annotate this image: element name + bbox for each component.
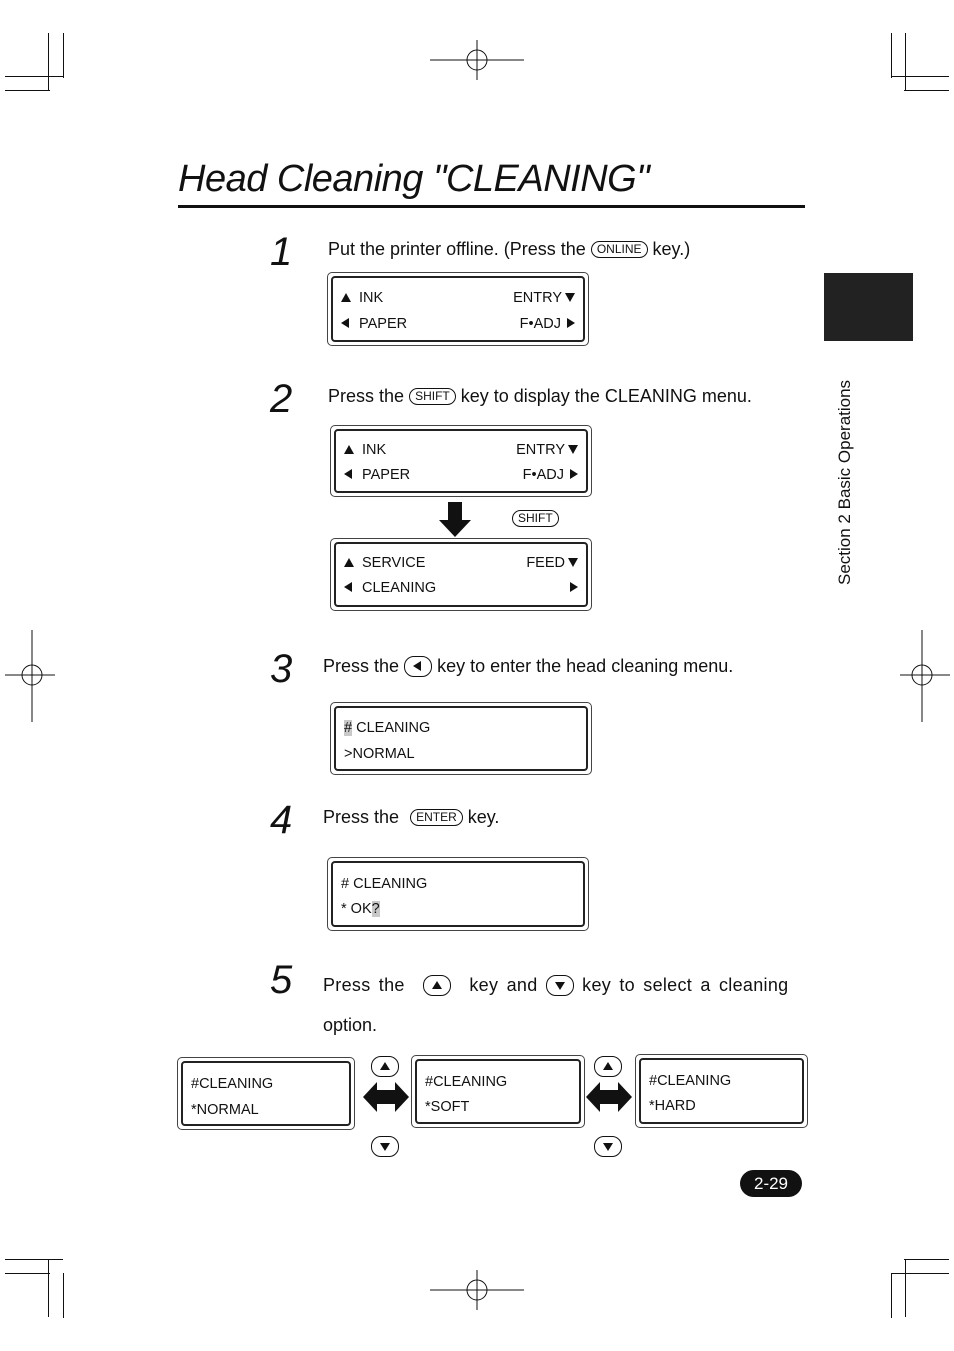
down-arrow-icon [438,502,472,538]
registration-mark-right [900,630,950,722]
right-arrow-icon [567,318,575,328]
lcd-option-soft: #CLEANING *SOFT [411,1055,585,1128]
registration-mark-bottom [430,1270,524,1314]
section-label: Section 2 Basic Operations [835,379,854,585]
up-key-icon [423,975,451,996]
left-arrow-icon [341,318,349,328]
down-arrow-icon [568,445,578,454]
up-arrow-icon [344,558,354,567]
step-4-text: Press the ENTER key. [323,807,500,827]
shift-key-icon: SHIFT [409,388,456,405]
section-tab [824,273,913,341]
enter-key-icon: ENTER [410,809,463,826]
down-arrow-icon [568,558,578,567]
registration-mark-top [430,40,524,84]
lcd-display: # CLEANING * OK? [327,857,589,931]
online-key-icon: ONLINE [591,241,648,258]
step-5-text: Press the key and key to select a cleaning [323,975,789,995]
down-key-icon [371,1136,399,1157]
right-arrow-icon [570,582,578,592]
shift-key-icon: SHIFT [512,510,559,529]
registration-mark-left [5,630,55,722]
lcd-option-hard: #CLEANING *HARD [635,1054,808,1128]
up-key-icon [371,1056,399,1077]
step-5-continued: option. [323,1015,378,1035]
right-arrow-icon [570,469,578,479]
lcd-option-normal: #CLEANING *NORMAL [177,1057,355,1130]
lcd-display: SERVICE FEED CLEANING [330,538,592,611]
step-number: 2 [270,377,293,421]
left-key-icon [404,656,432,677]
up-arrow-icon [344,445,354,454]
down-key-icon [594,1136,622,1157]
step-number: 1 [270,230,293,274]
step-number: 3 [270,647,293,691]
down-arrow-icon [565,293,575,302]
lcd-display: INK ENTRY PAPER F•ADJ [327,272,589,346]
option-switch-connector [586,1056,632,1138]
step-3-text: Press the key to enter the head cleaning menu. [323,656,734,676]
left-arrow-icon [344,582,352,592]
double-arrow-icon [586,1080,632,1114]
up-arrow-icon [341,293,351,302]
page-number: 2-29 [740,1170,802,1197]
title-underline [178,205,805,208]
step-1-text: Put the printer offline. (Press the ONLINE key.) [328,239,691,259]
lcd-display: INK ENTRY PAPER F•ADJ [330,425,592,497]
step-2-text: Press the SHIFT key to display the CLEANING menu. [328,386,752,406]
step-number: 4 [270,798,293,842]
left-arrow-icon [344,469,352,479]
step-number: 5 [270,958,293,1002]
option-switch-connector [363,1056,409,1138]
down-key-icon [546,975,574,996]
lcd-display: # CLEANING >NORMAL [330,702,592,775]
page-title: Head Cleaning "CLEANING" [178,158,650,200]
up-key-icon [594,1056,622,1077]
double-arrow-icon [363,1080,409,1114]
